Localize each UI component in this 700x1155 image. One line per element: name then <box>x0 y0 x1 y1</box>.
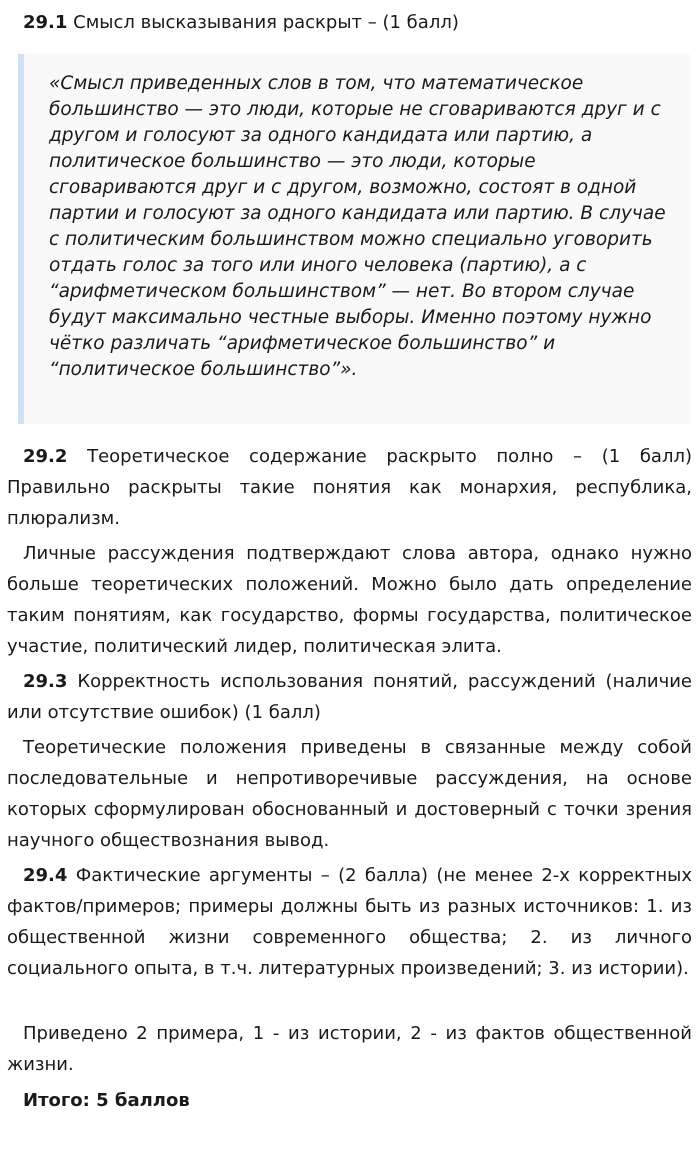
criterion-number: 29.1 <box>23 12 68 33</box>
comment-text: Теоретические положения приведены в связанные между собой последовательные и непротиворечивые рассуждения, на основе которых сформулирован обоснованный и достоверный с точки зрения научного обществознания вывод. <box>7 737 692 851</box>
comment-text: Личные рассуждения подтверждают слова автора, однако нужно больше теоретических положений. Можно было дать определение таким понятиям, как государство, формы государства, политическое участие, политический лидер, политическая элита. <box>7 543 692 657</box>
comment-text: Приведено 2 примера, 1 - из истории, 2 - из фактов общественной жизни. <box>7 1023 692 1075</box>
criterion-text: Смысл высказывания раскрыт – (1 балл) <box>73 12 459 33</box>
criterion-number: 29.3 <box>23 671 68 692</box>
criterion-text: Корректность использования понятий, рассуждений (наличие или отсутствие ошибок) (1 балл) <box>7 671 692 723</box>
criterion-number: 29.2 <box>23 446 68 467</box>
comment-29-4 <box>7 1018 692 1080</box>
criterion-29-2 <box>7 441 692 534</box>
criterion-29-3 <box>7 666 692 728</box>
comment-29-2 <box>7 538 692 662</box>
criterion-number: 29.4 <box>23 865 68 886</box>
total-score: Итого: 5 баллов <box>23 1090 190 1111</box>
comment-29-3 <box>7 732 692 856</box>
criterion-text: Теоретическое содержание раскрыто полно – (1 балл) Правильно раскрыты такие понятия как монархия, республика, плюрализм. <box>7 446 692 529</box>
answer-quote-text: «Смысл приведенных слов в том, что математическое большинство — это люди, которые не сговариваются друг и с другом и голосуют за одного кандидата или партию, а политическое большинство — это люди, которые сговариваются друг и с другом, возможно, состоят в одной партии и голосуют за одного кандидата или партию. В случае с политическим большинством можно специально уговорить отдать голос за того или иного человека (партию), а с “арифметическом большинством” — нет. Во втором случае будут максимально честные выборы. Именно поэтому нужно чётко различать “арифметическое большинство” и “политическое большинство”». <box>49 73 666 380</box>
answer-quote-block <box>18 54 690 424</box>
criterion-text: Фактические аргументы – (2 балла) (не менее 2-х корректных фактов/примеров; примеры должны быть из разных источников: 1. из общественной жизни современного общества; 2. из личного социального опыта, в т.ч. литературных произведений; 3. из истории). <box>7 865 692 979</box>
criterion-29-4 <box>7 860 692 984</box>
criterion-29-1 <box>7 7 692 38</box>
